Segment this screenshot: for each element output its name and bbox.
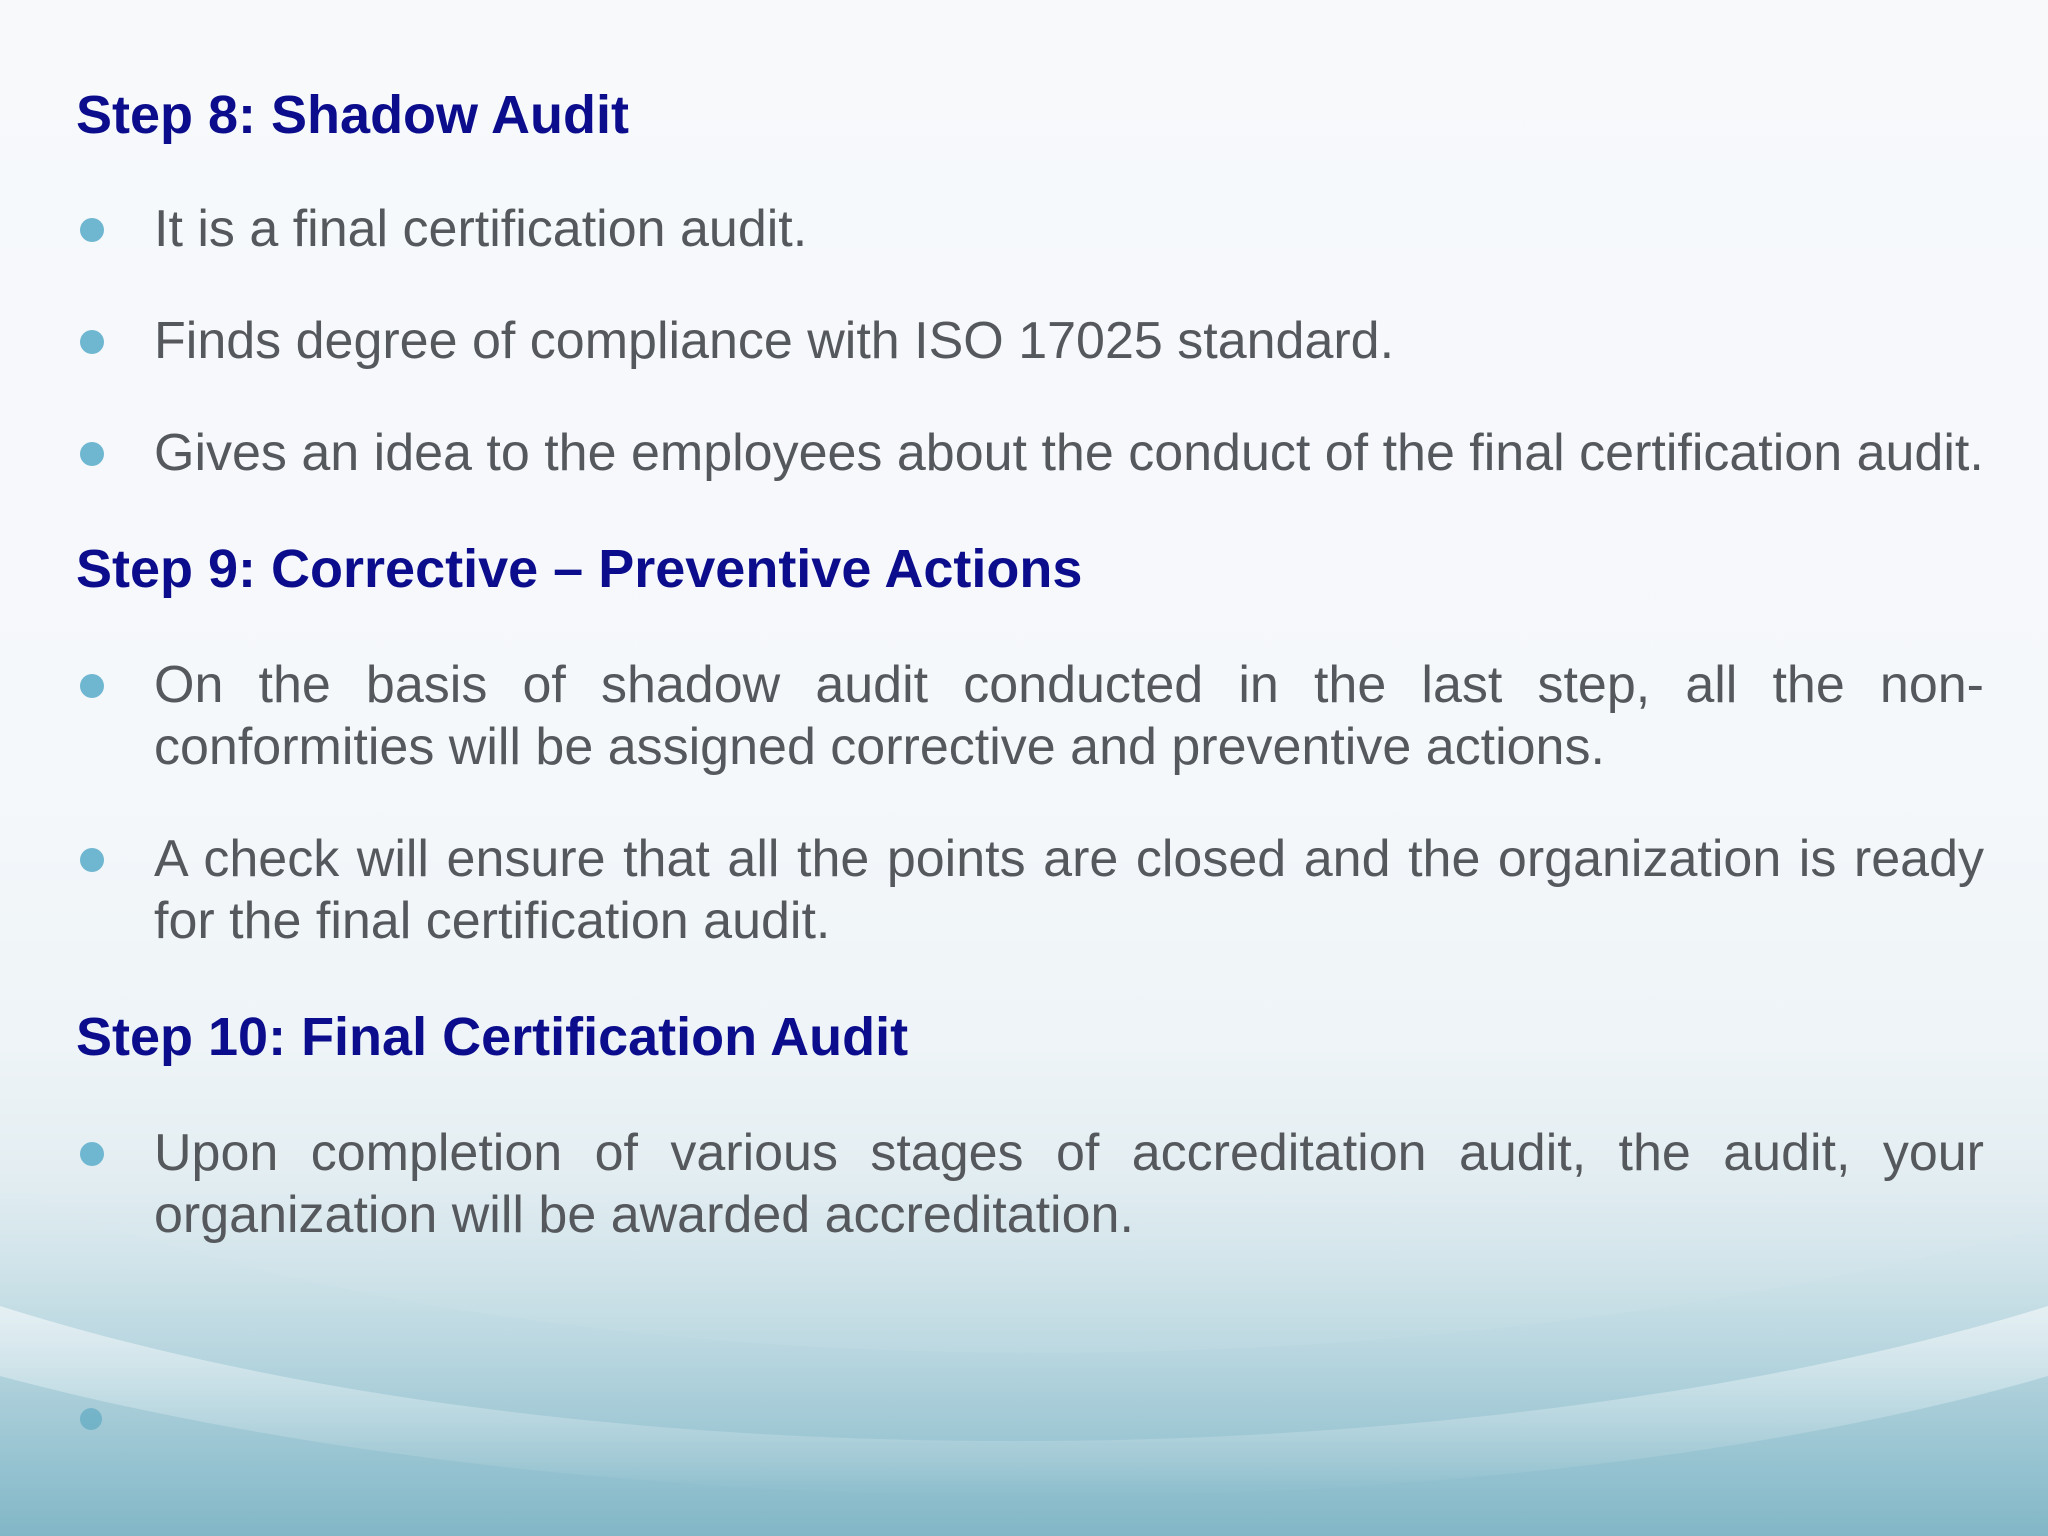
list-item: [76, 198, 1984, 260]
list-item: [76, 310, 1984, 372]
bullet-text: Gives an idea to the employees about the conduct of the final certification audit.: [154, 424, 1984, 482]
slide-content: [76, 80, 1984, 1246]
bullet-text: On the basis of shadow audit conducted in the last step, all the non-conformities will be assigned corrective and preventive actions.: [154, 656, 1984, 776]
bullet-icon: [80, 442, 104, 466]
bullet-icon: [80, 330, 104, 354]
bullet-icon: [80, 848, 104, 872]
section-heading-step-10: Step 10: Final Certification Audit: [76, 1007, 909, 1067]
list-item: [76, 828, 1984, 952]
bullet-text: It is a final certification audit.: [154, 200, 808, 258]
list-item: [76, 654, 1984, 778]
list-item: [76, 422, 1984, 484]
bullet-icon: [80, 1142, 104, 1166]
section-heading-step-8: Step 8: Shadow Audit: [76, 85, 629, 145]
bullet-list-step-10: [76, 1122, 1984, 1246]
list-item: [76, 1122, 1984, 1246]
bullet-list-step-8: [76, 198, 1984, 484]
empty-bullet-icon: [80, 1408, 102, 1430]
section-heading-step-9: Step 9: Corrective – Preventive Actions: [76, 539, 1083, 599]
bullet-text: Upon completion of various stages of accreditation audit, the audit, your organization will be awarded accreditation.: [154, 1124, 1984, 1244]
bullet-icon: [80, 218, 104, 242]
bullet-list-step-9: [76, 654, 1984, 952]
bullet-text: Finds degree of compliance with ISO 17025 standard.: [154, 312, 1395, 370]
bullet-text: A check will ensure that all the points are closed and the organization is ready for the final certification audit.: [154, 830, 1984, 950]
bullet-icon: [80, 674, 104, 698]
